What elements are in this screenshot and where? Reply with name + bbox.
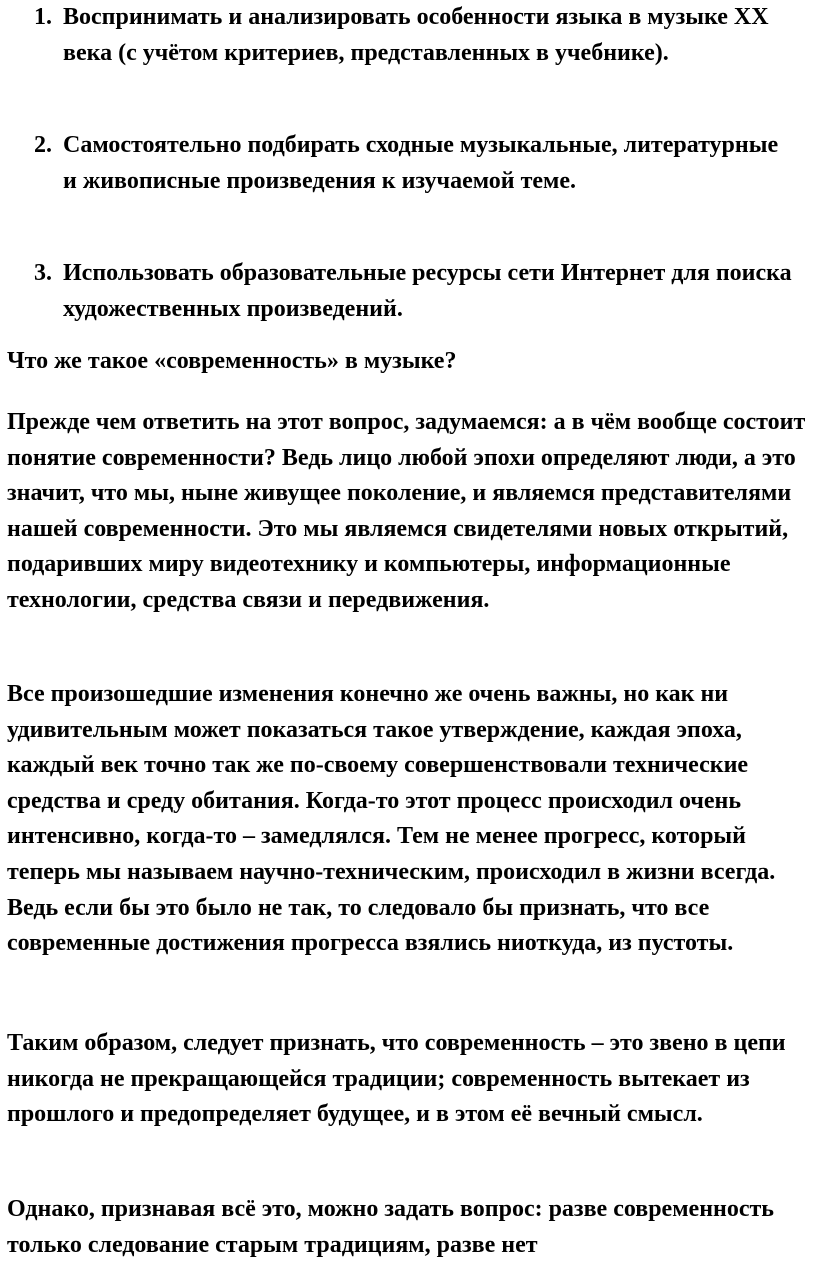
paragraph: Однако, признавая всё это, можно задать вопрос: разве современность только следование старым традициям, разве нет xyxy=(7,1196,774,1258)
paragraph: Таким образом, следует признать, что современность – это звено в цепи никогда не прекращающейся традиции; современность вытекает из прошлого и предопределяет будущее, и в этом её вечный смысл. xyxy=(7,1030,786,1128)
list-item-number: 3. xyxy=(34,260,52,286)
list-item-text: Использовать образовательные ресурсы сети Интернет для поиска художественных произведений. xyxy=(63,260,792,322)
list-item xyxy=(0,256,816,327)
section-question: Что же такое «современность» в музыке? xyxy=(7,348,457,374)
list-item-number: 2. xyxy=(34,132,52,158)
list-item xyxy=(0,128,816,199)
goals-list xyxy=(0,0,816,83)
list-item-number: 1. xyxy=(34,4,52,30)
paragraph: Все произошедшие изменения конечно же очень важны, но как ни удивительным может показаться такое утверждение, каждая эпоха, каждый век точно так же по-своему совершенствовали технические средства и среду обитания. Когда-то этот процесс происходил очень интенсивно, когда-то – замедлялся. Тем не менее прогресс, который теперь мы называем научно-техническим, происходил в жизни всегда. Ведь если бы это было не так, то следовало бы признать, что все современные достижения прогресса взялись ниоткуда, из пустоты. xyxy=(7,681,776,957)
list-item-text: Самостоятельно подбирать сходные музыкальные, литературные и живописные произведения к изучаемой теме. xyxy=(63,132,779,194)
paragraph: Прежде чем ответить на этот вопрос, задумаемся: а в чём вообще состоит понятие современности? Ведь лицо любой эпохи определяют люди, а это значит, что мы, ныне живущее поколение, и являемся представителями нашей современности. Это мы являемся свидетелями новых открытий, подаривших миру видеотехнику и компьютеры, информационные технологии, средства связи и передвижения. xyxy=(7,409,806,613)
list-item-text: Воспринимать и анализировать особенности языка в музыке XX века (с учётом критериев, представленных в учебнике). xyxy=(63,4,769,66)
list-item xyxy=(0,0,816,71)
